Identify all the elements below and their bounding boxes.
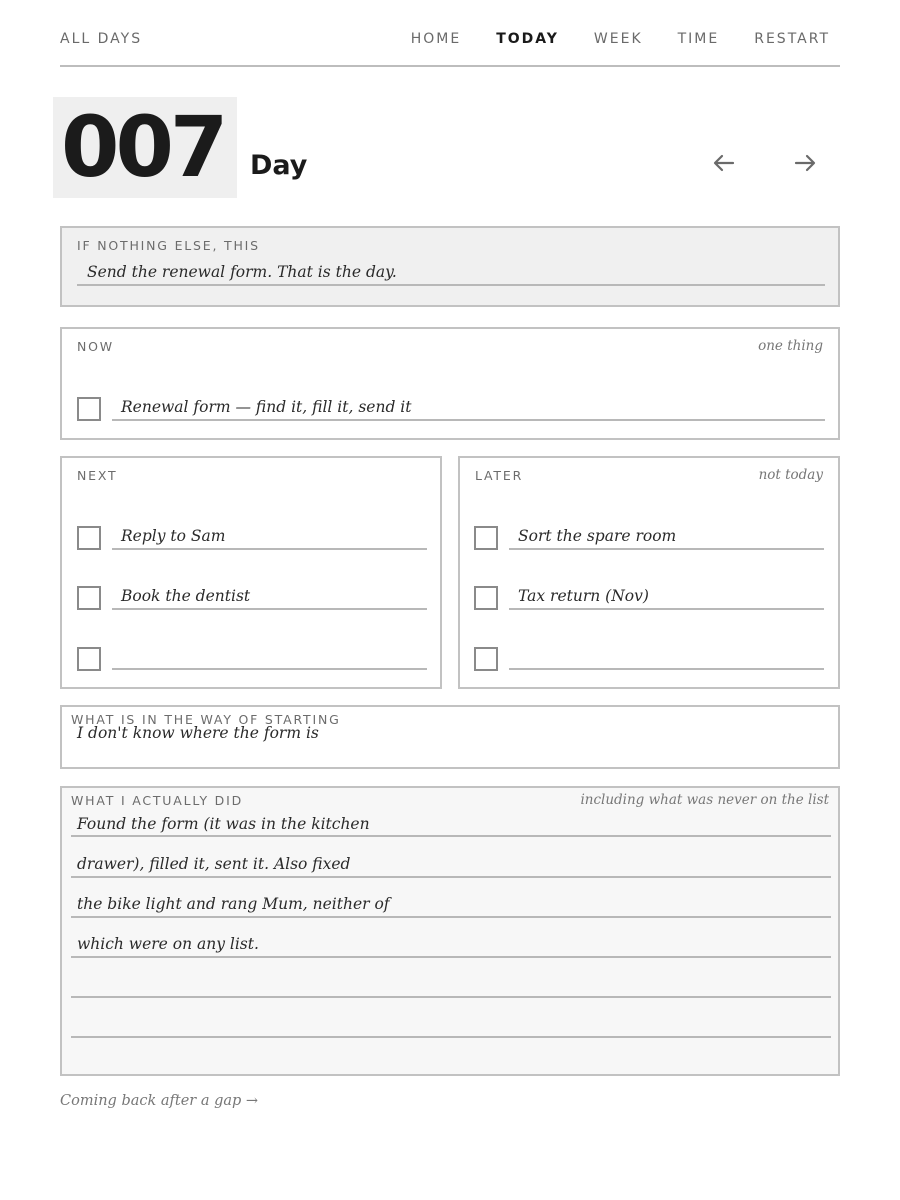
nav-home[interactable]: HOME: [410, 31, 462, 47]
did-rule: [71, 835, 831, 837]
did-label: WHAT I ACTUALLY DID: [71, 793, 244, 808]
focus-rule: [77, 284, 825, 286]
did-line[interactable]: drawer), filled it, sent it. Also fixed: [77, 855, 351, 873]
nav-links: [411, 31, 830, 47]
now-label: NOW: [77, 339, 114, 354]
later-checkbox[interactable]: [474, 586, 498, 610]
next-item-text[interactable]: Book the dentist: [121, 587, 251, 605]
did-rule: [71, 996, 831, 998]
later-rule: [509, 608, 824, 610]
nav-all-days[interactable]: ALL DAYS: [60, 31, 143, 47]
did-line[interactable]: Found the form (it was in the kitchen: [77, 815, 370, 833]
top-nav: [60, 0, 840, 67]
next-rule: [112, 668, 427, 670]
obstacle-panel: [60, 705, 840, 769]
nav-today[interactable]: TODAY: [496, 31, 559, 47]
next-checkbox[interactable]: [77, 586, 101, 610]
day-number-box: [53, 97, 237, 198]
now-item-text[interactable]: Renewal form — find it, fill it, send it: [121, 398, 412, 416]
obstacle-text[interactable]: I don't know where the form is: [77, 724, 319, 742]
next-label: NEXT: [77, 468, 118, 483]
did-rule: [71, 1036, 831, 1038]
nav-time[interactable]: TIME: [677, 31, 720, 47]
nav-week[interactable]: WEEK: [593, 31, 643, 47]
now-hint: one thing: [758, 338, 823, 354]
next-rule: [112, 548, 427, 550]
coming-back-link[interactable]: Coming back after a gap →: [60, 1093, 259, 1109]
did-line[interactable]: the bike light and rang Mum, neither of: [77, 895, 390, 913]
later-rule: [509, 548, 824, 550]
now-rule: [112, 419, 825, 421]
did-hint: including what was never on the list: [580, 792, 829, 808]
did-rule: [71, 956, 831, 958]
obstacle-label: WHAT IS IN THE WAY OF STARTING: [71, 712, 341, 727]
later-panel: [458, 456, 840, 689]
focus-text[interactable]: Send the renewal form. That is the day.: [87, 263, 397, 281]
focus-label: IF NOTHING ELSE, THIS: [77, 238, 260, 253]
previous-day-button[interactable]: [709, 148, 739, 178]
next-checkbox[interactable]: [77, 647, 101, 671]
later-label: LATER: [475, 468, 524, 483]
did-panel: [60, 786, 840, 1076]
did-rule: [71, 916, 831, 918]
focus-panel: [60, 226, 840, 307]
next-rule: [112, 608, 427, 610]
later-item-text[interactable]: Sort the spare room: [518, 527, 677, 545]
later-item-text[interactable]: Tax return (Nov): [518, 587, 649, 605]
did-rule: [71, 876, 831, 878]
later-checkbox[interactable]: [474, 526, 498, 550]
now-panel: [60, 327, 840, 440]
day-label: Day: [250, 150, 308, 181]
later-rule: [509, 668, 824, 670]
day-number: 007: [61, 98, 225, 196]
next-checkbox[interactable]: [77, 526, 101, 550]
arrow-left-icon: [709, 148, 739, 178]
later-hint: not today: [758, 467, 823, 483]
now-checkbox[interactable]: [77, 397, 101, 421]
did-line[interactable]: which were on any list.: [77, 935, 259, 953]
nav-restart[interactable]: RESTART: [754, 31, 830, 47]
later-checkbox[interactable]: [474, 647, 498, 671]
arrow-right-icon: [790, 148, 820, 178]
next-panel: [60, 456, 442, 689]
next-day-button[interactable]: [790, 148, 820, 178]
next-item-text[interactable]: Reply to Sam: [121, 527, 226, 545]
